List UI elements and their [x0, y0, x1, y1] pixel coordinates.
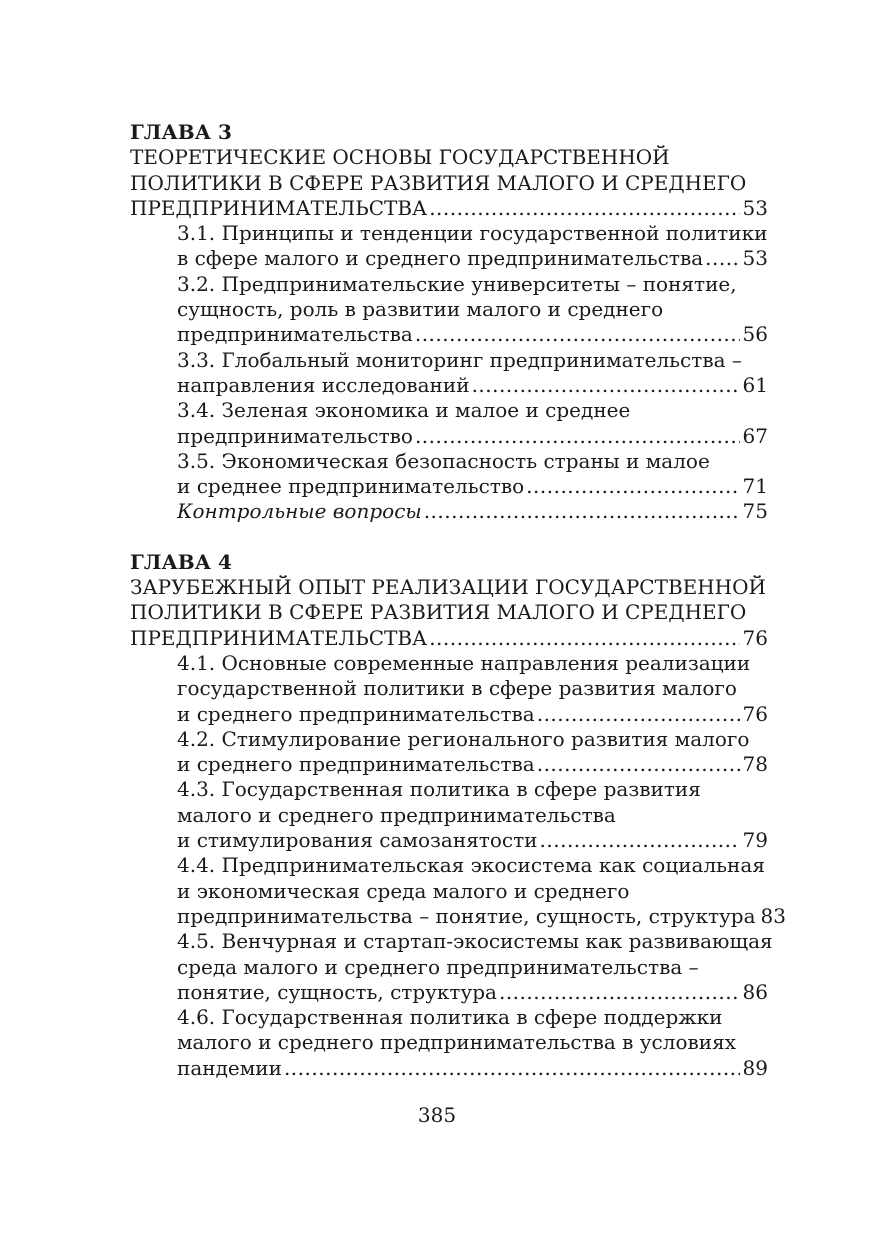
dot-leader: [537, 702, 740, 727]
section-line: государственной политики в сфере развития малого: [177, 676, 737, 701]
chapter-title-text: ПРЕДПРИНИМАТЕЛЬСТВА: [130, 625, 428, 650]
section-text: предпринимательства – понятие, сущность, структура: [177, 903, 756, 928]
section-text: и стимулирования самозанятости: [177, 828, 538, 853]
dot-leader: [415, 424, 740, 449]
page-ref: 75: [742, 499, 768, 524]
page-ref: 89: [742, 1055, 768, 1080]
chapter-3: [130, 120, 768, 525]
section-text: в сфере малого и среднего предпринимательства: [177, 246, 704, 271]
table-of-contents: [130, 120, 786, 1081]
section-last-line: [177, 474, 768, 499]
chapter-title-line: ПОЛИТИКИ В СФЕРЕ РАЗВИТИЯ МАЛОГО И СРЕДНЕГО: [130, 600, 747, 625]
section-text: и среднее предпринимательство: [177, 474, 525, 499]
page-ref: 79: [742, 828, 768, 853]
page-ref: 83: [760, 903, 786, 928]
page-number: 385: [417, 1103, 457, 1127]
section-line: сущность, роль в развитии малого и среднего: [177, 297, 664, 322]
section-text: и среднего предпринимательства: [177, 701, 535, 726]
section-text: предпринимательства: [177, 322, 413, 347]
dot-leader: [284, 1056, 740, 1081]
section-text: Контрольные вопросы: [177, 499, 422, 524]
section-text: предпринимательство: [177, 423, 413, 448]
toc-section-3-2: [130, 272, 768, 348]
dot-leader: [705, 246, 739, 271]
section-line: 3.4. Зеленая экономика и малое и среднее: [177, 398, 631, 423]
section-last-line: [177, 828, 768, 853]
page-ref: 56: [742, 322, 768, 347]
section-last-line: [177, 980, 768, 1005]
chapter-title-last-line: [130, 626, 768, 651]
section-text: пандемии: [177, 1055, 282, 1080]
page-ref: 61: [742, 372, 768, 397]
section-last-line: [177, 246, 768, 271]
toc-section-4-1: [130, 651, 768, 727]
section-text: понятие, сущность, структура: [177, 979, 497, 1004]
dot-leader: [526, 474, 739, 499]
dot-leader: [537, 752, 740, 777]
page-ref: 53: [742, 195, 768, 220]
section-last-line: [177, 424, 768, 449]
chapter-title-line: ПОЛИТИКИ В СФЕРЕ РАЗВИТИЯ МАЛОГО И СРЕДНЕГО: [130, 170, 747, 195]
section-last-line: [177, 903, 786, 929]
toc-section-3-4: [130, 398, 768, 449]
section-text: и среднего предпринимательства: [177, 752, 535, 777]
dot-leader: [424, 499, 740, 524]
section-line: 3.5. Экономическая безопасность страны и малое: [177, 448, 710, 473]
page-ref: 53: [742, 246, 768, 271]
dot-leader: [429, 626, 739, 651]
section-line: 4.6. Государственная политика в сфере поддержки: [177, 1005, 723, 1030]
section-line: 4.3. Государственная политика в сфере развития: [177, 777, 701, 802]
toc-section-3-1: [130, 221, 768, 272]
dot-leader: [499, 980, 740, 1005]
chapter-title-line: ТЕОРЕТИЧЕСКИЕ ОСНОВЫ ГОСУДАРСТВЕННОЙ: [130, 145, 670, 170]
dot-leader: [540, 828, 740, 853]
chapter-title-line: ЗАРУБЕЖНЫЙ ОПЫТ РЕАЛИЗАЦИИ ГОСУДАРСТВЕННОЙ: [130, 575, 766, 600]
toc-section-4-6: [130, 1005, 768, 1081]
section-last-line: [177, 752, 768, 777]
page-ref: 78: [742, 752, 768, 777]
section-last-line: [177, 1056, 768, 1081]
section-last-line: [177, 702, 768, 727]
toc-section-4-3: [130, 777, 768, 853]
page-ref: 76: [742, 701, 768, 726]
chapter-title-last-line: [130, 196, 768, 221]
chapter-4: [130, 549, 786, 1081]
section-line: 3.2. Предпринимательские университеты – понятие,: [177, 271, 737, 296]
chapter-label: ГЛАВА 4: [130, 549, 232, 574]
section-text: направления исследований: [177, 372, 470, 397]
dot-leader: [472, 373, 740, 398]
chapter-title-text: ПРЕДПРИНИМАТЕЛЬСТВА: [130, 195, 428, 220]
section-line: 3.1. Принципы и тенденции государственной политики: [177, 221, 768, 246]
section-line: малого и среднего предпринимательства в условиях: [177, 1030, 736, 1055]
toc-section-4-2: [130, 727, 768, 778]
section-last-line: [177, 499, 768, 524]
page-ref: 67: [742, 423, 768, 448]
toc-control-questions: [130, 499, 768, 524]
page-ref: 76: [742, 625, 768, 650]
toc-section-3-5: [130, 449, 768, 500]
section-line: 4.5. Венчурная и стартап-экосистемы как развивающая: [177, 929, 773, 954]
page-ref: 71: [742, 474, 768, 499]
dot-leader: [415, 322, 740, 347]
toc-section-4-4: [130, 853, 786, 929]
section-line: и экономическая среда малого и среднего: [177, 878, 630, 903]
section-last-line: [177, 373, 768, 398]
section-line: малого и среднего предпринимательства: [177, 802, 616, 827]
section-line: 4.1. Основные современные направления реализации: [177, 650, 751, 675]
page-ref: 86: [742, 979, 768, 1004]
section-line: 3.3. Глобальный мониторинг предпринимательства –: [177, 347, 742, 372]
toc-section-3-3: [130, 348, 768, 399]
section-line: 4.2. Стимулирование регионального развития малого: [177, 726, 750, 751]
toc-section-4-5: [130, 929, 773, 1005]
section-line: среда малого и среднего предпринимательства –: [177, 954, 699, 979]
section-line: 4.4. Предпринимательская экосистема как социальная: [177, 853, 765, 878]
chapter-label: ГЛАВА 3: [130, 120, 232, 144]
dot-leader: [429, 196, 739, 221]
section-last-line: [177, 322, 768, 347]
